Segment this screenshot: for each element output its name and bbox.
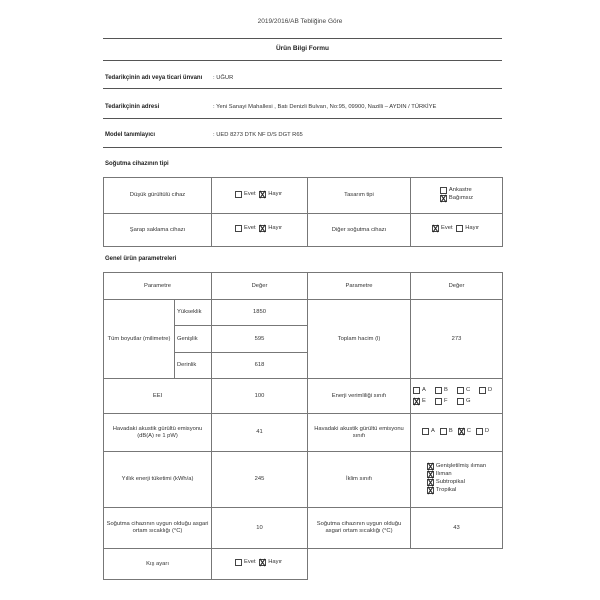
checkbox-b[interactable] — [440, 428, 447, 435]
checkbox-ankastre[interactable] — [440, 187, 447, 194]
checkbox-d[interactable] — [476, 428, 483, 435]
wine-storage-options: Evet Hayır — [212, 214, 308, 247]
winter-setting-label: Kış ayarı — [104, 549, 212, 580]
checkbox-bagimsiz[interactable] — [440, 195, 447, 202]
height-label: Yükseklik — [175, 300, 212, 326]
divider — [103, 147, 502, 148]
checkbox-evet[interactable] — [235, 225, 242, 232]
cooling-type-heading: Soğutma cihazının tipi — [105, 161, 169, 167]
supplier-name-value: : UĞUR — [213, 75, 234, 81]
checkbox-evet[interactable] — [235, 191, 242, 198]
winter-setting-options: Evet Hayır — [212, 549, 308, 580]
checkbox-a[interactable] — [422, 428, 429, 435]
low-noise-label: Düşük gürültülü cihaz — [104, 178, 212, 214]
cooling-type-table — [103, 177, 503, 247]
total-volume-label: Toplam hacim (l) — [308, 300, 411, 379]
depth-value: 618 — [212, 353, 308, 379]
other-appliance-label: Diğer soğutma cihazı — [308, 214, 411, 247]
model-value: : UED 8273 DTK NF D/S DGT R65 — [213, 132, 303, 138]
low-noise-options: Evet Hayır — [212, 178, 308, 214]
width-value: 595 — [212, 326, 308, 353]
dimensions-label: Tüm boyutlar (milimetre) — [104, 300, 175, 379]
checkbox-a[interactable] — [413, 387, 420, 394]
model-label: Model tanımlayıcı — [105, 132, 156, 138]
supplier-name-label: Tedarikçinin adı veya ticari ünvanı — [105, 75, 203, 81]
eei-label: EEI — [104, 379, 212, 414]
checkbox-tropical[interactable] — [427, 487, 434, 494]
supplier-address-value: : Yeni Sanayi Mahallesi , Batı Denizli Bulvarı, No:95, 09900, Nazilli – AYDIN / TÜRKİYE — [213, 104, 437, 110]
regulation-title: 2019/2016/AB Tebliğine Göre — [257, 18, 343, 25]
noise-value: 41 — [212, 414, 308, 452]
divider — [103, 118, 502, 119]
col-header-value: Değer — [411, 273, 503, 300]
max-temp-label: Soğutma cihazının uygun olduğu asgari ortam sıcaklığı (°C) — [308, 508, 411, 549]
checkbox-d[interactable] — [479, 387, 486, 394]
checkbox-temperate[interactable] — [427, 471, 434, 478]
annual-energy-value: 245 — [212, 452, 308, 508]
checkbox-hayir[interactable] — [259, 559, 266, 566]
col-header-param: Parametre — [308, 273, 411, 300]
climate-class-label: İklim sınıfı — [308, 452, 411, 508]
total-volume-value: 273 — [411, 300, 503, 379]
col-header-value: Değer — [212, 273, 308, 300]
checkbox-hayir[interactable] — [259, 191, 266, 198]
checkbox-c[interactable] — [457, 387, 464, 394]
design-type-options: Ankastre Bağımsız — [411, 178, 503, 214]
checkbox-subtropical[interactable] — [427, 479, 434, 486]
params-heading: Genel ürün parametreleri — [105, 256, 177, 262]
height-value: 1850 — [212, 300, 308, 326]
supplier-address-label: Tedarikçinin adresi — [105, 104, 160, 110]
divider — [103, 60, 502, 61]
checkbox-evet[interactable] — [432, 225, 439, 232]
wine-storage-label: Şarap saklama cihazı — [104, 214, 212, 247]
checkbox-hayir[interactable] — [259, 225, 266, 232]
min-temp-value: 10 — [212, 508, 308, 549]
width-label: Genişlik — [175, 326, 212, 353]
min-temp-label: Soğutma cihazının uygun olduğu asgari ortam sıcaklığı (°C) — [104, 508, 212, 549]
checkbox-extended-temperate[interactable] — [427, 463, 434, 470]
energy-class-label: Enerji verimliliği sınıfı — [308, 379, 411, 414]
empty-cell — [411, 549, 503, 580]
checkbox-g[interactable] — [457, 398, 464, 405]
energy-class-options: A B C D E F G — [411, 379, 503, 414]
noise-class-label: Havadaki akustik gürültü emisyonu sınıfı — [308, 414, 411, 452]
checkbox-evet[interactable] — [235, 559, 242, 566]
climate-class-options: Genişletilmiş ılıman Ilıman Subtropikal Tropikal — [411, 452, 503, 508]
other-appliance-options: Evet Hayır — [411, 214, 503, 247]
eei-value: 100 — [212, 379, 308, 414]
depth-label: Derinlik — [175, 353, 212, 379]
params-table — [103, 272, 503, 580]
checkbox-hayir[interactable] — [456, 225, 463, 232]
col-header-param: Parametre — [104, 273, 212, 300]
noise-class-options: A B C D — [411, 414, 503, 452]
checkbox-f[interactable] — [435, 398, 442, 405]
empty-cell — [308, 549, 411, 580]
checkbox-c[interactable] — [458, 428, 465, 435]
form-title: Ürün Bilgi Formu — [275, 45, 330, 52]
divider — [103, 38, 502, 39]
design-type-label: Tasarım tipi — [308, 178, 411, 214]
noise-label: Havadaki akustik gürültü emisyonu (dB(A) re 1 pW) — [104, 414, 212, 452]
annual-energy-label: Yıllık enerji tüketimi (kWh/a) — [104, 452, 212, 508]
checkbox-e[interactable] — [413, 398, 420, 405]
max-temp-value: 43 — [411, 508, 503, 549]
divider — [103, 88, 502, 89]
checkbox-b[interactable] — [435, 387, 442, 394]
